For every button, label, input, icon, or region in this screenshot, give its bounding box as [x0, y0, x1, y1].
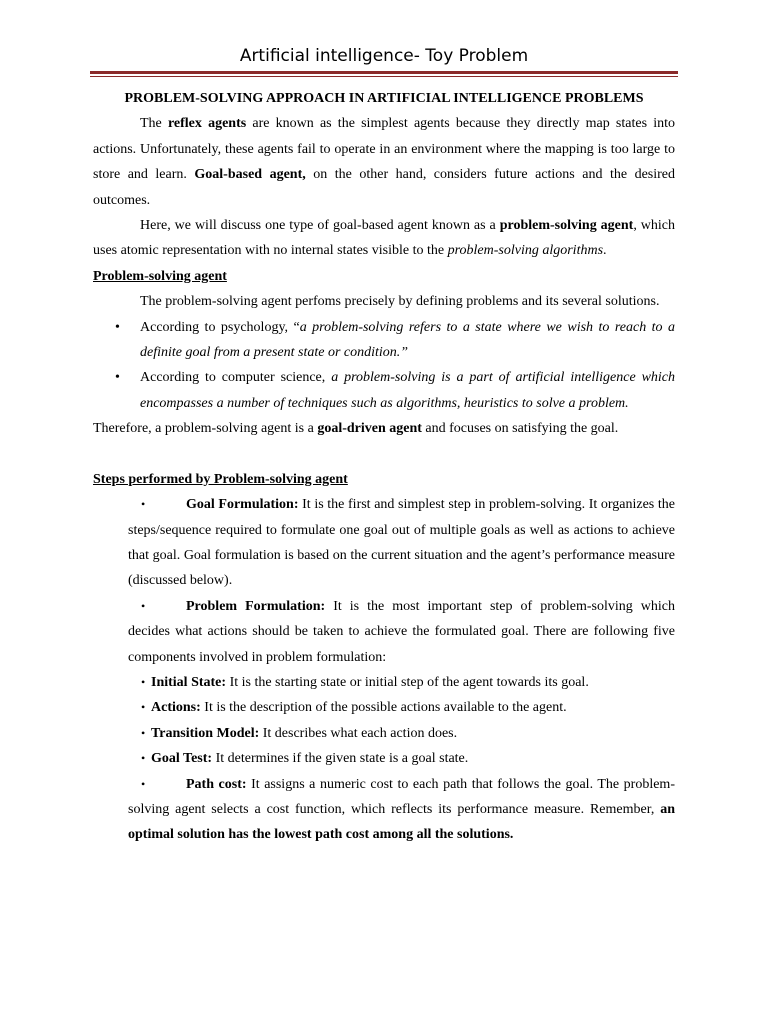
- term-goal-driven-agent: goal-driven agent: [317, 421, 422, 437]
- term-reflex-agents: reflex agents: [167, 116, 247, 132]
- term-problem-solving-algorithms: problem-solving algorithms: [447, 243, 604, 259]
- list-item-path-cost: [93, 772, 675, 848]
- text: According to computer science,: [140, 370, 332, 386]
- section-heading-problem-solving-agent: Problem-solving agent: [93, 268, 227, 284]
- spacer: [93, 442, 675, 467]
- label: Actions:: [151, 700, 201, 716]
- main-heading: PROBLEM-SOLVING APPROACH IN ARTIFICIAL INTELLIGENCE PROBLEMS: [124, 91, 644, 106]
- label: Initial State:: [151, 674, 227, 690]
- label: Problem Formulation:: [186, 598, 326, 614]
- label: Transition Model:: [151, 725, 260, 741]
- list-item-initial-state: [93, 670, 675, 695]
- text: It assigns a numeric cost to each path that follows the goal. The problem-solving agent selects a cost function, which reflects its performance measure. Remember,: [128, 776, 675, 817]
- section-heading-steps: Steps performed by Problem-solving agent: [93, 471, 348, 487]
- page-header-title: Artificial intelligence- Toy Problem: [239, 46, 529, 66]
- section1-paragraph: The problem-solving agent perfoms precisely by defining problems and its several solutions.: [140, 294, 660, 310]
- text: It determines if the given state is a goal state.: [212, 751, 469, 767]
- header-rule-thin: [90, 76, 678, 77]
- text: are known as the simplest agents because they directly map states into actions. Unfortunately, these agents fail to operate in an environment where the mapping is too large to store and learn.: [93, 116, 675, 183]
- definition-list: [93, 315, 675, 417]
- text: Therefore, a problem-solving agent is a: [93, 421, 318, 437]
- header-rule-thick: [90, 71, 678, 74]
- text: Here, we will discuss one type of goal-based agent known as a: [140, 218, 500, 234]
- intro-paragraph-1: [93, 111, 675, 213]
- text: It is the first and simplest step in problem-solving. It organizes the steps/sequence required to formulate one goal out of multiple goals as well as actions to achieve that goal. Goal formulation is based on the current situation and the agent’s performance measure (discussed below).: [128, 497, 675, 589]
- components-list: [93, 670, 675, 772]
- text: and focuses on satisfying the goal.: [421, 421, 619, 437]
- label: Goal Formulation:: [186, 497, 299, 513]
- list-item: [93, 365, 675, 416]
- term-goal-based-agent: Goal-based agent,: [194, 167, 306, 183]
- label: Goal Test:: [151, 751, 213, 767]
- list-item-actions: [93, 695, 675, 720]
- list-item: [93, 315, 675, 366]
- term-problem-solving-agent: problem-solving agent: [499, 218, 634, 234]
- path-cost-list: [93, 772, 675, 848]
- emphasis: an optimal solution has the lowest path cost among all the solutions.: [128, 801, 675, 843]
- steps-list: [93, 492, 675, 670]
- text: It is the most important step of problem-solving which decides what actions should be taken to achieve the formulated goal. There are following five components involved in problem formulation:: [128, 598, 675, 665]
- text: .: [603, 243, 607, 259]
- quote: a problem-solving refers to a state where we wish to reach to a definite goal from a present state or condition.”: [140, 319, 675, 361]
- quote: a problem-solving is a part of artificial intelligence which encompasses a number of techniques such as algorithms, heuristics to solve a problem.: [140, 370, 676, 411]
- list-item-problem-formulation: [93, 594, 675, 670]
- text: It is the starting state or initial step of the agent towards its goal.: [226, 674, 589, 690]
- list-item-goal-formulation: [93, 492, 675, 594]
- list-item-goal-test: [93, 746, 675, 771]
- text: It describes what each action does.: [259, 725, 458, 741]
- text: The: [140, 116, 168, 132]
- text: According to psychology, “: [140, 319, 300, 335]
- text: , which uses atomic representation with no internal states visible to the: [93, 218, 676, 259]
- document-body: [93, 86, 675, 848]
- text: It is the description of the possible actions available to the agent.: [200, 700, 567, 716]
- intro-paragraph-2: [93, 213, 675, 264]
- section1-conclusion: [93, 416, 675, 441]
- text: on the other hand, considers future actions and the desired outcomes.: [93, 167, 675, 208]
- list-item-transition-model: [93, 721, 675, 746]
- label: Path cost:: [186, 776, 247, 792]
